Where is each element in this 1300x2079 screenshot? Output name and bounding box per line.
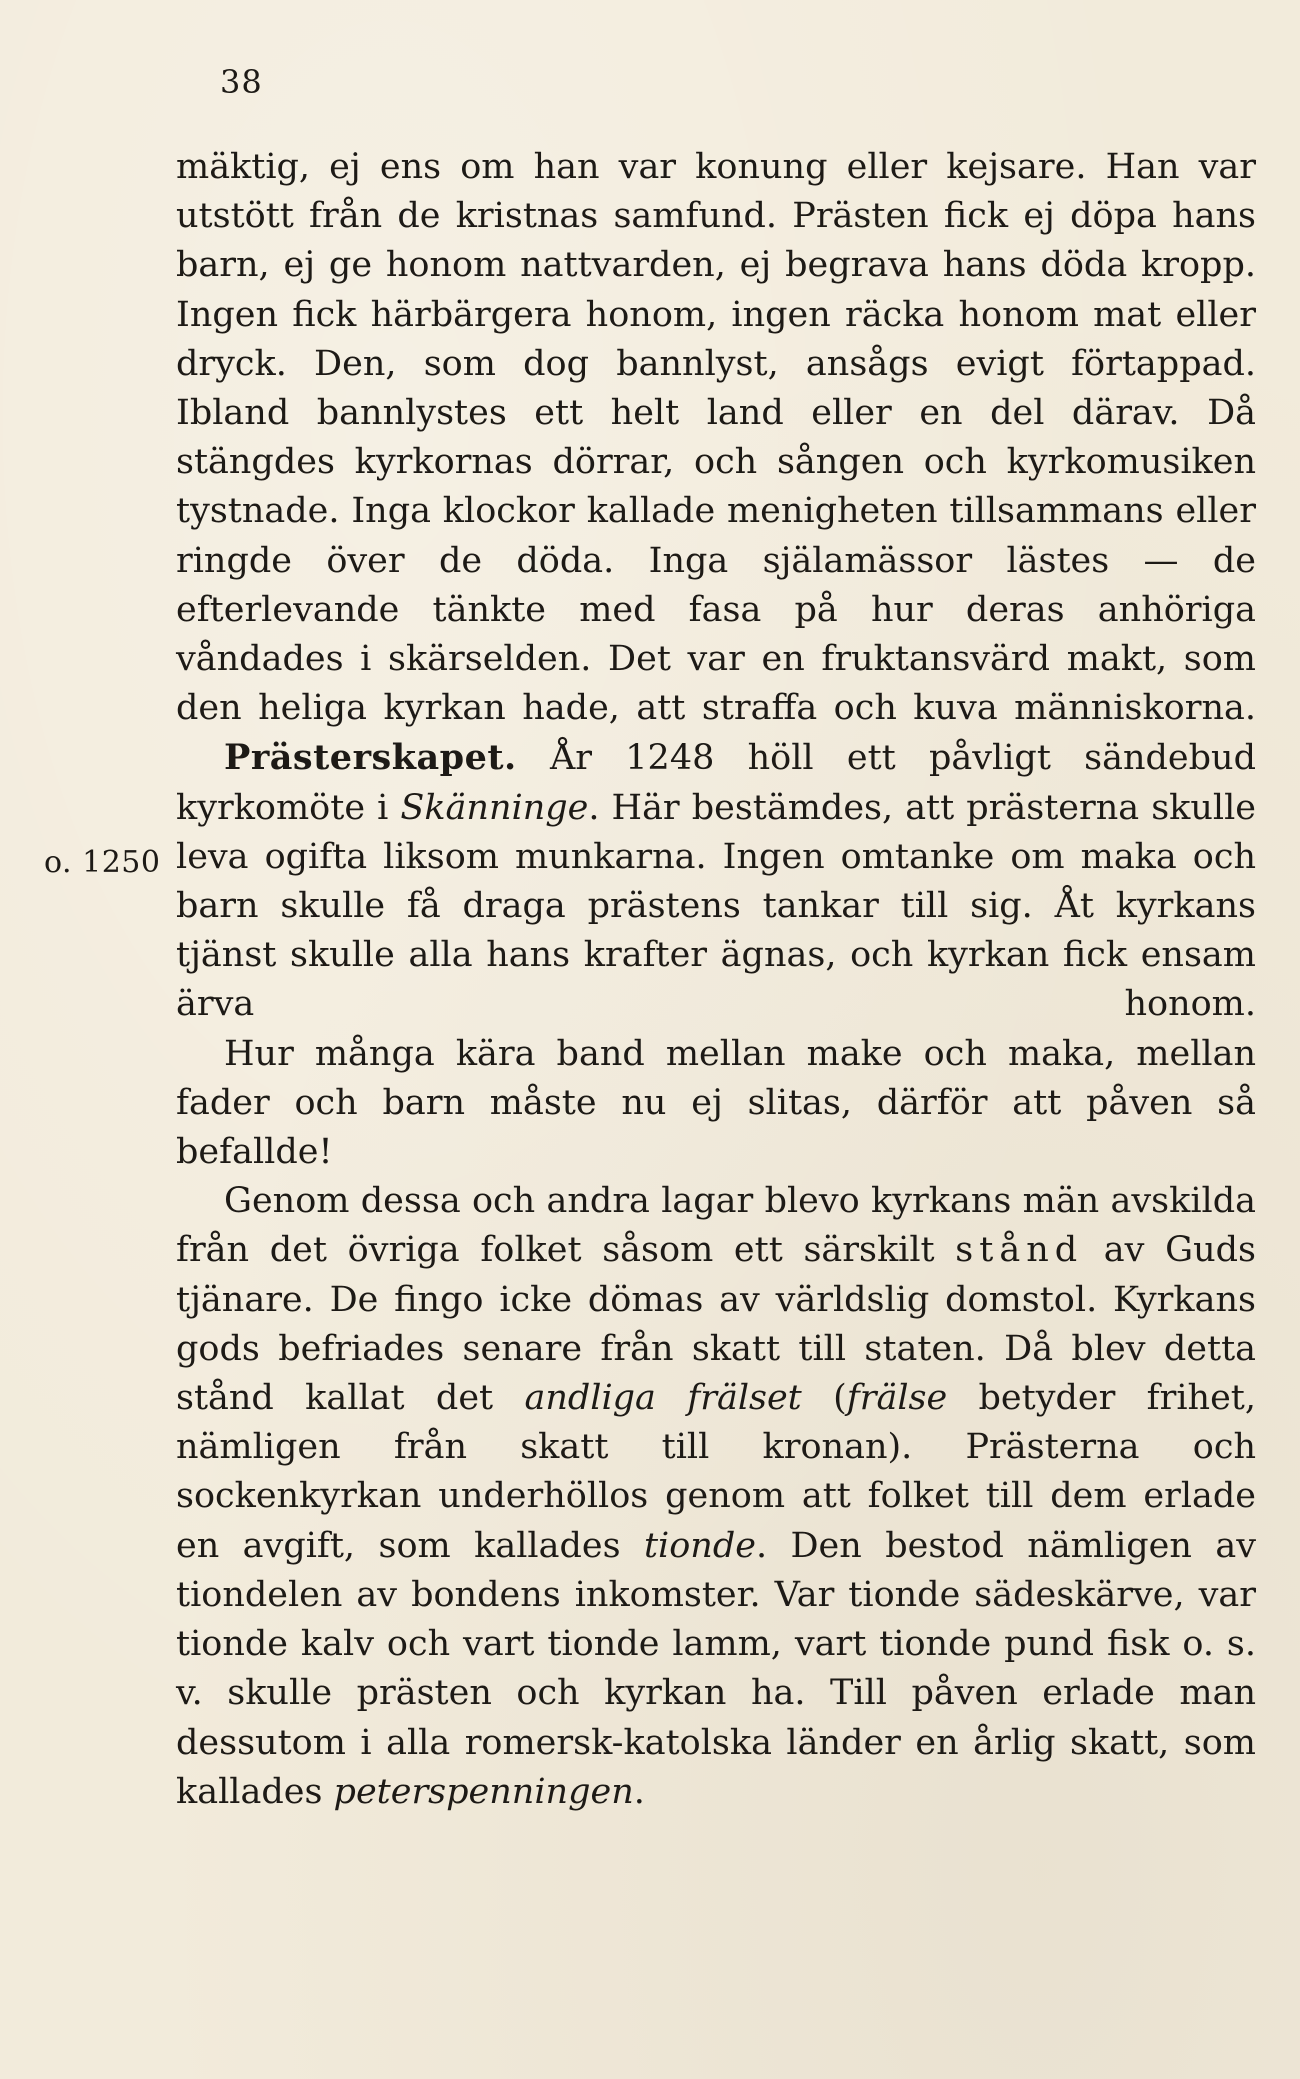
section-heading-prasterskapet: Prästerskapet. — [224, 737, 517, 779]
place-name-skanninge: Skänninge — [400, 787, 589, 828]
page-number: 38 — [220, 63, 263, 101]
paragraph-family-bonds-text: Hur många kära band mellan make och maka, mellan fader och barn måste nu ej slitas, därför att påven så befallde! — [176, 1033, 1256, 1173]
paragraph-estate-text-3: ( — [801, 1378, 847, 1419]
paragraph-clergy-text-1: År 1248 höll ett påvligt sändebud kyrkomöte i — [176, 738, 1256, 828]
paragraph-excommunication-text: mäktig, ej ens om han var konung eller kejsare. Han var utstött från de kristnas samfund. Prästen fick ej döpa hans barn, ej ge honom nattvarden, ej begrava hans döda kropp. Ingen fick härbärgera honom, ingen räcka honom mat eller dryck. Den, som dog bannlyst, ansågs evigt förtappad. Ibland bannlystes ett helt land eller en del därav. Då stängdes kyrkornas dörrar, och sången och kyrkomusiken tystnade. Inga klockor kallade menigheten tillsammans eller ringde över de döda. Inga själamässor lästes — de efterlevande tänkte med fasa på hur deras anhöriga våndades i skärselden. Det var en fruktansvärd makt, som den heliga kyrkan hade, att straffa och kuva människorna. — [176, 147, 1256, 729]
paragraph-estate-text-6: . — [633, 1771, 645, 1812]
paragraph-estate-text-4: betyder frihet, nämligen från skatt till kronan). Prästerna och sockenkyrkan underhöllos genom att folket till dem erlade en avgift, som kallades — [176, 1378, 1256, 1566]
term-tionde: tionde — [643, 1525, 756, 1566]
term-andliga-fralset: andliga frälset — [524, 1378, 802, 1419]
spaced-word-stand: stånd — [955, 1230, 1084, 1271]
term-peterspenningen: peterspenningen — [333, 1771, 634, 1812]
paragraph-estate-text-1: Genom dessa och andra lagar blevo kyrkans män avskilda från det övriga folket såsom ett särskilt — [176, 1181, 1256, 1271]
margin-note-year: o. 1250 — [44, 845, 161, 880]
paragraph-clergy-text-2: . Här bestämdes, att prästerna skulle leva ogifta liksom munkarna. Ingen omtanke om maka och barn skulle få draga prästens tankar till sig. Åt kyrkans tjänst skulle alla hans krafter ägnas, och kyrkan fick ensam ärva honom. — [176, 787, 1257, 1025]
term-fralse: frälse — [846, 1378, 948, 1419]
paragraph-family-bonds — [176, 1030, 1256, 1178]
paragraph-estate — [176, 1177, 1256, 1817]
paragraph-excommunication — [176, 143, 1256, 733]
body-text — [176, 143, 1256, 1817]
paragraph-clergy — [176, 733, 1256, 1029]
paragraph-estate-text-5: . Den bestod nämligen av tiondelen av bondens inkomster. Var tionde sädeskärve, var tionde kalv och vart tionde lamm, vart tionde pund fisk o. s. v. skulle prästen och kyrkan ha. Till påven erlade man dessutom i alla romersk-katolska länder en årlig skatt, som kallades — [176, 1525, 1256, 1812]
paragraph-estate-text-2: av Guds tjänare. De fingo icke dömas av världslig domstol. Kyrkans gods befriades senare från skatt till staten. Då blev detta stånd kallat det — [176, 1230, 1256, 1419]
